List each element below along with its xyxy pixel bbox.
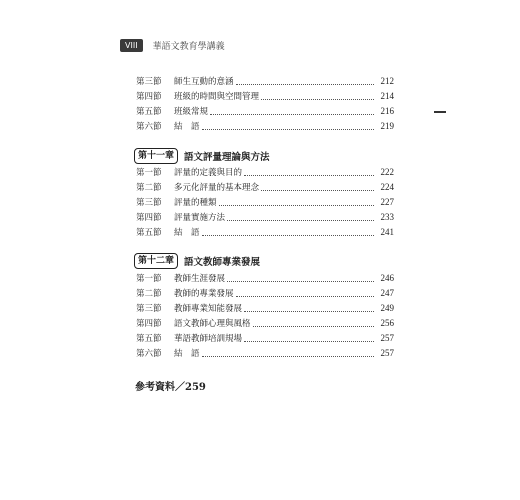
section-label: 第一節 [136, 168, 162, 178]
page-number: 247 [380, 288, 394, 298]
chapter-title: 語文評量理論與方法 [184, 152, 270, 163]
section-title: 師生互動的意涵 [174, 77, 234, 87]
toc-row[interactable] [136, 271, 394, 285]
section-label: 第四節 [136, 92, 162, 102]
dot-leader [227, 220, 374, 221]
dot-leader [261, 99, 374, 100]
section-title: 教師專業知能發展 [174, 304, 243, 314]
toc-row[interactable] [136, 316, 394, 330]
toc-row[interactable] [136, 331, 394, 345]
dot-leader [219, 205, 374, 206]
toc-row[interactable] [136, 89, 394, 103]
page-number: 233 [380, 212, 394, 222]
page-number: 257 [380, 333, 394, 343]
page-number: 216 [380, 106, 394, 116]
dot-leader [202, 235, 374, 236]
section-label: 第六節 [136, 349, 162, 359]
chapter-heading[interactable] [134, 252, 260, 270]
section-label: 第三節 [136, 77, 162, 87]
section-label: 第四節 [136, 213, 162, 223]
section-title: 評量的定義與目的 [174, 168, 243, 178]
dot-leader [244, 175, 374, 176]
chapter-number-badge: 第十一章 [134, 148, 178, 164]
chapter-heading[interactable] [134, 147, 270, 165]
dot-leader [202, 129, 374, 130]
section-title: 班級常規 [174, 107, 209, 117]
chapter-number-badge: 第十二章 [134, 253, 178, 269]
toc-row[interactable] [136, 346, 394, 360]
section-title: 教師的專業發展 [174, 289, 234, 299]
section-title: 班級的時間與空間管理 [174, 92, 260, 102]
book-title: 華語文教育學講義 [152, 41, 225, 52]
section-label: 第四節 [136, 319, 162, 329]
chapter-title: 語文教師專業發展 [184, 257, 261, 268]
page-edge-mark [434, 111, 446, 113]
page-number: 227 [380, 197, 394, 207]
section-label: 第五節 [136, 228, 162, 238]
toc-row[interactable] [136, 74, 394, 88]
section-title: 評量實施方法 [174, 213, 226, 223]
section-label: 第五節 [136, 107, 162, 117]
dot-leader [261, 190, 374, 191]
page-number: 219 [380, 121, 394, 131]
section-title: 結 語 [174, 228, 200, 238]
page-number: 222 [380, 167, 394, 177]
section-label: 第二節 [136, 289, 162, 299]
toc-row[interactable] [136, 225, 394, 239]
page-number: 212 [380, 76, 394, 86]
dot-leader [236, 84, 374, 85]
dot-leader [202, 356, 374, 357]
dot-leader [244, 341, 374, 342]
dot-leader [244, 311, 374, 312]
references-entry[interactable]: 參考資料／259 [135, 382, 206, 393]
toc-row[interactable] [136, 165, 394, 179]
dot-leader [236, 296, 374, 297]
toc-row[interactable] [136, 195, 394, 209]
page-number: 246 [380, 273, 394, 283]
page-number: 224 [380, 182, 394, 192]
section-label: 第五節 [136, 334, 162, 344]
page-number: 241 [380, 227, 394, 237]
toc-row[interactable] [136, 104, 394, 118]
section-title: 語文教師心理與風格 [174, 319, 251, 329]
section-title: 結 語 [174, 122, 200, 132]
section-title: 多元化評量的基本理念 [174, 183, 260, 193]
section-title: 結 語 [174, 349, 200, 359]
section-title: 華語教師培訓規場 [174, 334, 243, 344]
dot-leader [253, 326, 374, 327]
page-number: 249 [380, 303, 394, 313]
running-header [120, 38, 225, 52]
section-label: 第六節 [136, 122, 162, 132]
toc-row[interactable] [136, 301, 394, 315]
section-label: 第二節 [136, 183, 162, 193]
section-title: 評量的種類 [174, 198, 217, 208]
page-number: 256 [380, 318, 394, 328]
page-number-badge: VIII [120, 39, 143, 52]
section-label: 第一節 [136, 274, 162, 284]
toc-row[interactable] [136, 119, 394, 133]
section-label: 第三節 [136, 304, 162, 314]
page-number: 214 [380, 91, 394, 101]
section-title: 教師生涯發展 [174, 274, 226, 284]
toc-row[interactable] [136, 180, 394, 194]
toc-row[interactable] [136, 210, 394, 224]
dot-leader [227, 281, 374, 282]
page-number: 257 [380, 348, 394, 358]
section-label: 第三節 [136, 198, 162, 208]
toc-row[interactable] [136, 286, 394, 300]
dot-leader [210, 114, 374, 115]
